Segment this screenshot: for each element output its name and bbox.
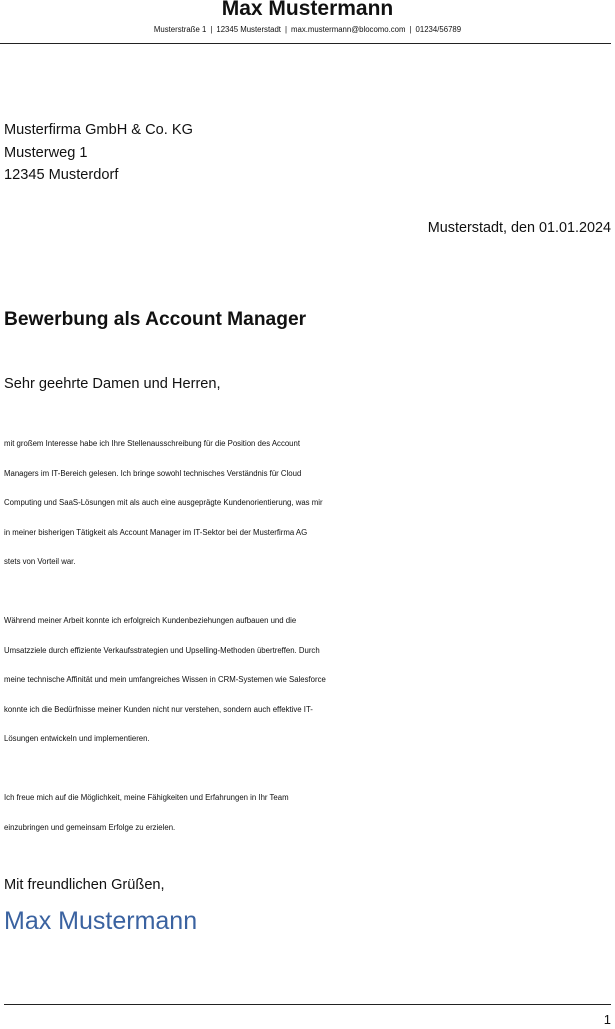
paragraph-line: Ich freue mich auf die Möglichkeit, meine Fähigkeiten und Erfahrungen in Ihr Team <box>4 793 289 802</box>
recipient-city: 12345 Musterdorf <box>4 167 119 183</box>
sender-city: 12345 Musterstadt <box>216 25 281 34</box>
sender-contact-line <box>0 21 615 39</box>
sender-street: Musterstraße 1 <box>153 25 207 34</box>
recipient-address <box>4 119 193 187</box>
paragraph-line: in meiner bisherigen Tätigkeit als Account Manager im IT-Sektor bei der Musterfirma AG <box>4 527 308 537</box>
paragraph-line: konnte ich die Bedürfnisse meiner Kunden nicht nur verstehen, sondern auch effektive IT- <box>4 704 313 714</box>
paragraph-line: mit großem Interesse habe ich Ihre Stellenausschreibung für die Position des Account <box>4 439 301 448</box>
letter-subject: Bewerbung als Account Manager <box>4 309 307 330</box>
header-divider <box>0 43 611 44</box>
sender-name: Max Mustermann <box>221 0 394 20</box>
salutation: Sehr geehrte Damen und Herren, <box>4 376 221 392</box>
body-paragraph-3 <box>4 783 615 842</box>
signature: Max Mustermann <box>4 907 198 935</box>
paragraph-line: stets von Vorteil war. <box>4 557 76 566</box>
sender-email: max.mustermann@blocomo.com <box>291 25 406 34</box>
place-and-date: Musterstadt, den 01.01.2024 <box>427 220 611 236</box>
paragraph-line: Umsatzziele durch effiziente Verkaufsstrategien und Upselling-Methoden übertreffen. Durch <box>4 645 320 655</box>
recipient-street: Musterweg 1 <box>4 144 88 161</box>
page-number: 1 <box>603 1012 611 1027</box>
contact-separator: | <box>409 25 412 34</box>
contact-separator: | <box>284 25 287 34</box>
recipient-company: Musterfirma GmbH & Co. KG <box>4 122 193 138</box>
paragraph-line: Managers im IT-Bereich gelesen. Ich bringe sowohl technisches Verständnis für Cloud <box>4 468 302 478</box>
body-paragraph-2 <box>4 606 615 754</box>
paragraph-line: meine technische Affinität und mein umfangreiches Wissen in CRM-Systemen wie Salesforce <box>4 675 326 684</box>
sender-phone: 01234/56789 <box>415 25 462 34</box>
closing-phrase: Mit freundlichen Grüßen, <box>4 877 165 893</box>
letterhead <box>0 0 615 39</box>
contact-separator: | <box>210 25 213 34</box>
body-paragraph-1 <box>4 429 615 577</box>
footer-divider <box>4 1004 611 1005</box>
paragraph-line: Computing und SaaS-Lösungen mit als auch eine ausgeprägte Kundenorientierung, was mir <box>4 498 323 507</box>
paragraph-line: Während meiner Arbeit konnte ich erfolgreich Kundenbeziehungen aufbauen und die <box>4 616 297 625</box>
paragraph-line: Lösungen entwickeln und implementieren. <box>4 734 150 743</box>
paragraph-line: einzubringen und gemeinsam Erfolge zu erzielen. <box>4 822 176 832</box>
